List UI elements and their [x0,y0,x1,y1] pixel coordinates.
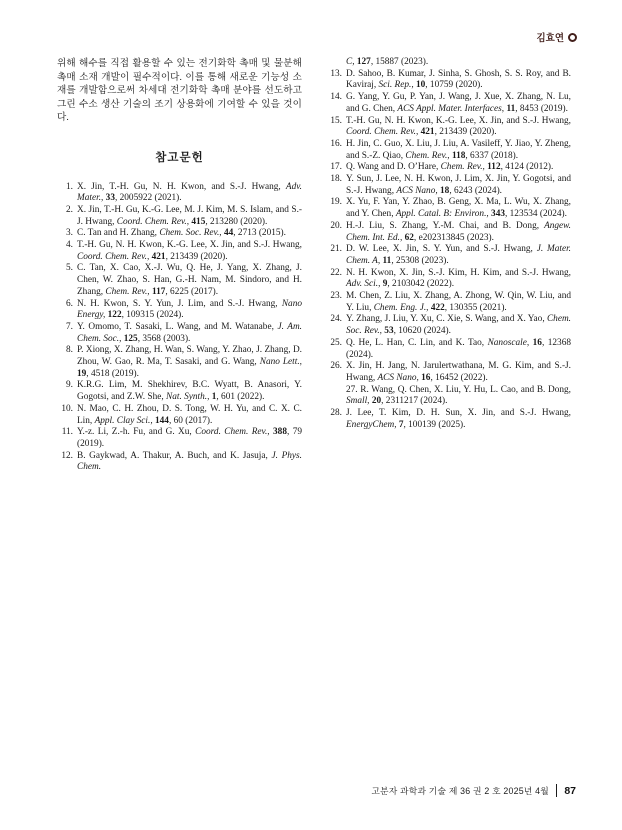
reference-text: X. Jin, T.-H. Gu, K.-G. Lee, M. J. Kim, M. S. Islam, and S.-J. Hwang, Coord. Chem. Rev., 415, 213280 (2020). [77,204,302,227]
reference-list-left [57,182,302,475]
reference-number: 19. [330,197,342,208]
reference-text: N. H. Kwon, S. Y. Yun, J. Lim, and S.-J. Hwang, Nano Energy, 122, 109315 (2024). [77,298,302,321]
reference-item [57,263,302,298]
reference-item [326,116,571,139]
reference-item [326,291,571,314]
reference-number: 13. [330,68,342,79]
reference-list-right [326,57,571,432]
reference-item [326,408,571,431]
reference-item [57,380,302,403]
reference-text: X. Jin, T.-H. Gu, N. H. Kwon, and S.-J. Hwang, Adv. Mater., 33, 2005922 (2021). [77,181,302,204]
reference-number: 15. [330,115,342,126]
reference-text: H.-J. Liu, S. Zhang, Y.-M. Chai, and B. Dong, Angew. Chem. Int. Ed., 62, e202313845 (2023). [346,220,571,243]
left-column [57,57,302,474]
reference-number: 17. [330,162,342,173]
reference-text: C. Tan, X. Cao, X.-J. Wu, Q. He, J. Yang, X. Zhang, J. Chen, W. Zhao, S. Han, G.-H. Nam, M. Sindoro, and H. Zhang, Chem. Rev., 117, 6225 (2017). [77,263,302,297]
reference-number [326,57,342,69]
reference-number: 2. [66,204,73,215]
reference-number: 22. [330,267,342,278]
reference-item [326,92,571,115]
reference-text: T.-H. Gu, N. H. Kwon, K.-G. Lee, X. Jin, and S.-J. Hwang, Coord. Chem. Rev., 421, 213439 (2020). [346,115,571,138]
reference-item [326,244,571,267]
intro-paragraph: 위해 해수를 직접 활용할 수 있는 전기화학 촉매 및 물분해 촉매 소재 개발이 필수적이다. 이를 통해 새로운 기능성 소재를 개발함으로써 차세대 전기화학 촉매 분야를 선도하고 그린 수소 생산 기술의 조기 상용화에 기여할 수 있을 것이다. [57,58,302,123]
reference-item [326,221,571,244]
reference-number: 8. [66,345,73,356]
reference-item [326,69,571,92]
author-name: 김효연 [536,33,564,44]
references-heading: 참고문헌 [155,151,204,164]
reference-text: 27. R. Wang, Q. Chen, X. Liu, Y. Hu, L. Cao, and B. Dong, Small, 20, 2311217 (2024). [346,384,571,407]
reference-number: 1. [66,181,73,192]
reference-number: 28. [330,408,342,419]
reference-item [326,338,571,361]
reference-text: P. Xiong, X. Zhang, H. Wan, S. Wang, Y. Zhao, J. Zhang, D. Zhou, W. Gao, R. Ma, T. Sasaki, and G. Wang, Nano Lett., 19, 4518 (2019). [77,345,302,379]
reference-text: X. Jin, H. Jang, N. Jarulertwathana, M. G. Kim, and S.-J. Hwang, ACS Nano, 16, 16452 (2022). [346,361,571,383]
reference-number: 10. [61,403,73,414]
reference-text: N. Mao, C. H. Zhou, D. S. Tong, W. H. Yu, and C. X. C. Lin, Appl. Clay Sci., 144, 60 (2017). [77,403,302,426]
reference-item [57,240,302,263]
right-column [326,57,571,474]
reference-text: Y.-z. Li, Z.-h. Fu, and G. Xu, Coord. Chem. Rev., 388, 79 (2019). [77,427,302,449]
reference-number: 21. [330,244,342,255]
reference-item [57,427,302,450]
reference-number: 24. [330,314,342,325]
reference-number: 12. [61,450,73,461]
reference-number: 23. [330,291,342,302]
reference-item [326,314,571,337]
footer-journal-title: 고분자 과학과 기술 제 36 권 2 호 2025년 4월 [371,786,549,796]
reference-text: K.R.G. Lim, M. Shekhirev, B.C. Wyatt, B. Anasori, Y. Gogotsi, and Z.W. She, Nat. Synth., 1, 601 (2022). [77,380,302,403]
reference-number: 5. [66,263,73,274]
reference-number: 20. [330,220,342,231]
reference-text: H. Jin, C. Guo, X. Liu, J. Liu, A. Vasileff, Y. Jiao, Y. Zheng, and S.-Z. Qiao, Chem. Rev., 118, 6337 (2018). [346,138,571,161]
reference-text: Y. Zhang, J. Liu, Y. Xu, C. Xie, S. Wang, and X. Yao, Chem. Soc. Rev., 53, 10620 (2024). [346,314,571,337]
orcid-ring-icon [568,33,577,42]
page-footer [371,784,576,797]
reference-number: 4. [66,240,73,251]
reference-number: 14. [330,92,342,103]
reference-text: Q. Wang and D. O’Hare, Chem. Rev., 112, 4124 (2012). [346,162,554,173]
reference-text: J. Lee, T. Kim, D. H. Sun, X. Jin, and S.-J. Hwang, EnergyChem, 7, 100139 (2025). [346,408,571,430]
reference-number: 18. [330,174,342,185]
reference-text: C, 127, 15887 (2023). [346,57,429,67]
reference-text: C. Tan and H. Zhang, Chem. Soc. Rev., 44, 2713 (2015). [77,228,286,239]
reference-text: Y. Sun, J. Lee, N. H. Kwon, J. Lim, X. Jin, Y. Gogotsi, and S.-J. Hwang, ACS Nano, 18, 6243 (2024). [346,174,571,196]
reference-number: 6. [66,298,73,309]
reference-item [326,57,571,69]
reference-item [57,451,302,474]
reference-number: 26. [330,361,342,372]
reference-number: 11. [61,427,73,438]
reference-text: G. Yang, Y. Gu, P. Yan, J. Wang, J. Xue, X. Zhang, N. Lu, and G. Chen, ACS Appl. Mater. Interfaces, 11, 8453 (2019). [346,92,571,114]
reference-text: D. Sahoo, B. Kumar, J. Sinha, S. Ghosh, S. S. Roy, and B. Kaviraj, Sci. Rep., 10, 10759 (2020). [346,68,571,91]
reference-number: 9. [66,380,73,391]
reference-text: Q. He, L. Han, C. Lin, and K. Tao, Nanoscale, 16, 12368 (2024). [346,337,572,360]
reference-item [326,162,571,174]
reference-text: N. H. Kwon, X. Jin, S.-J. Kim, H. Kim, and S.-J. Hwang, Adv. Sci., 9, 2103042 (2022). [346,267,571,290]
reference-text: B. Gaykwad, A. Thakur, A. Buch, and K. Jasuja, J. Phys. Chem. [77,450,303,473]
reference-item [326,268,571,291]
two-column-body [57,57,571,474]
reference-number: 3. [66,228,73,239]
reference-number: 16. [330,138,342,149]
reference-item [57,322,302,345]
reference-item [57,345,302,380]
page-header [536,30,577,44]
footer-page-number: 87 [564,784,576,797]
reference-item [326,385,571,408]
reference-number [326,385,342,408]
reference-item [326,139,571,162]
reference-item [326,174,571,197]
reference-text: X. Yu, F. Yan, Y. Zhao, B. Geng, X. Ma, L. Wu, X. Zhang, and Y. Chen, Appl. Catal. B: Environ., 343, 123534 (2024). [346,197,571,220]
reference-item [57,299,302,322]
reference-text: T.-H. Gu, N. H. Kwon, K.-G. Lee, X. Jin, and S.-J. Hwang, Coord. Chem. Rev., 421, 213439 (2020). [77,240,302,262]
reference-number: 7. [66,321,73,332]
reference-item [326,361,571,384]
reference-text: Y. Omomo, T. Sasaki, L. Wang, and M. Watanabe, J. Am. Chem. Soc., 125, 3568 (2003). [77,321,302,344]
reference-item [57,404,302,427]
reference-item [57,182,302,205]
footer-divider [556,784,557,797]
reference-item [57,228,302,240]
reference-text: D. W. Lee, X. Jin, S. Y. Yun, and S.-J. Hwang, J. Mater. Chem. A, 11, 25308 (2023). [346,244,571,266]
reference-text: M. Chen, Z. Liu, X. Zhang, A. Zhong, W. Qin, W. Liu, and Y. Liu, Chem. Eng. J., 422, 130355 (2021). [346,291,571,313]
reference-item [57,205,302,228]
reference-item [326,197,571,220]
reference-number: 25. [330,337,342,348]
